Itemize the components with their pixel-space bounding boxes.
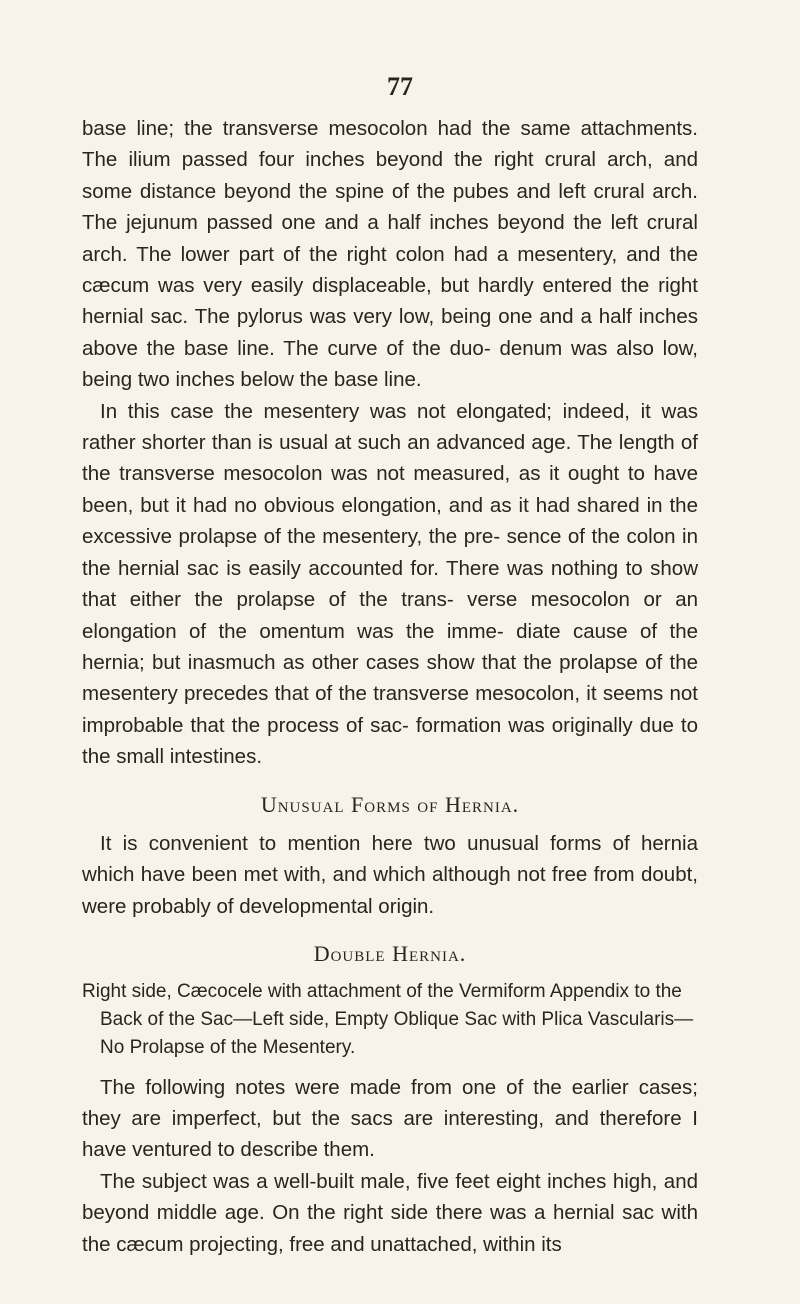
section-heading: Unusual Forms of Hernia. [260,791,520,817]
paragraph: It is convenient to mention here two unusual forms of hernia which have been met with, and which although not free from doubt, were probably of developmental origin. [82,831,698,918]
section-heading: Double Hernia. [313,941,467,967]
paragraph: base line; the transverse mesocolon had the same attachments. The ilium passed four inches beyond the right crural arch, and some distance beyond the spine of the pubes and left crural arch. The jejunum passed one and a half inches beyond the left crural arch. The lower part of the right colon had a mesentery, and the cæcum was very easily displaceable, but hardly entered the right hernial sac. The pylorus was very low, being one and a half inches above the base line. The curve of the duo- denum was also low, being two inches below the base line. [82,117,698,392]
section-subtitle: Right side, Cæcocele with attachment of the Vermiform Appendix to the Back of the Sac—Left side, Empty Oblique Sac with Plica Vascularis—No Prolapse of the Mesentery. [82,980,694,1058]
page-number: 77 [387,72,413,101]
body-text [82,113,698,1260]
paragraph: The subject was a well-built male, five feet eight inches high, and beyond middle age. On the right side there was a hernial sac with the cæcum projecting, free and unattached, within its [82,1169,698,1256]
paragraph: The following notes were made from one of the earlier cases; they are imperfect, but the sacs are interesting, and therefore I have ventured to describe them. [82,1075,698,1162]
paragraph: In this case the mesentery was not elongated; indeed, it was rather shorter than is usual at such an advanced age. The length of the transverse mesocolon was not measured, as it ought to have been, but it had no obvious elongation, and as it had shared in the excessive prolapse of the mesentery, the pre- sence of the colon in the hernial sac is easily accounted for. There was nothing to show that either the prolapse of the trans- verse mesocolon or an elongation of the omentum was the imme- diate cause of the hernia; but inasmuch as other cases show that the prolapse of the mesentery precedes that of the transverse mesocolon, it seems not improbable that the process of sac- formation was originally due to the small intestines. [82,399,698,769]
